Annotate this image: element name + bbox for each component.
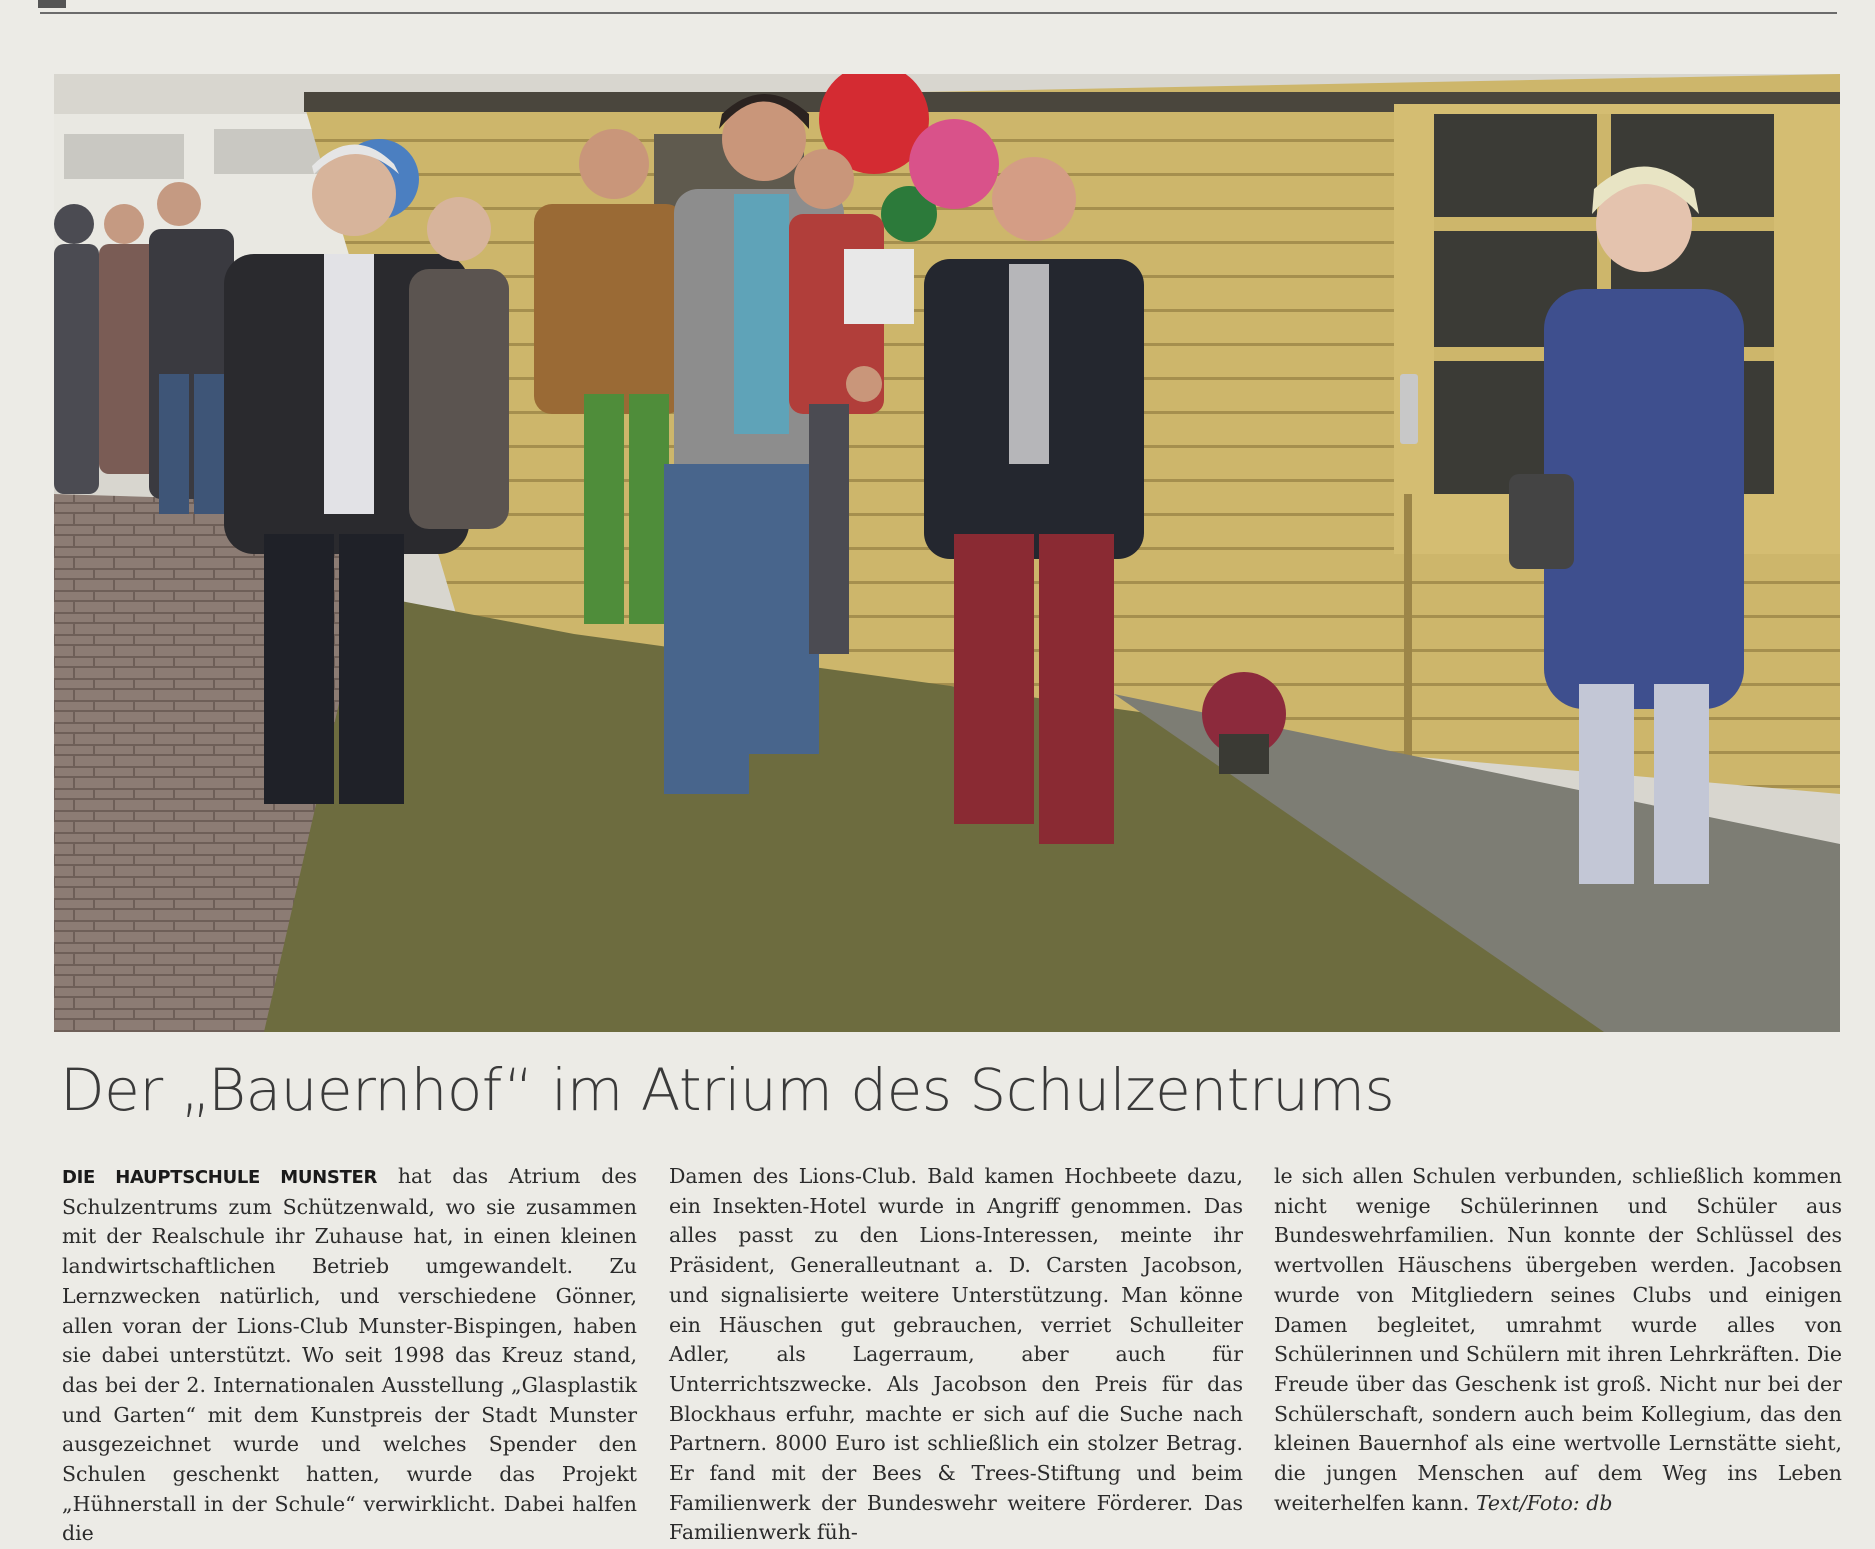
column-1-text: hat das Atrium des Schulzentrums zum Schützenwald, wo sie zusammen mit der Realschule ihr Zuhause hat, in einen kleinen landwirtschaftlichen Betrieb umgewandelt. Zu Lernzwecken natürlich, und verschiedene Gönner, allen voran der Lions-Club Munster-Bispingen, haben sie dabei unterstützt. Wo seit 1998 das Kreuz stand, das bei der 2. Internationalen Ausstellung „Glasplastik und Garten“ mit dem Kunstpreis der Stadt Munster ausgezeichnet wurde und welches Spender den Schulen geschenkt hatten, wurde das Projekt „Hühnerstall in der Schule“ verwirklicht. Dabei halfen die [62,1164,637,1546]
article-column-2 [669,1162,1243,1548]
photo-illustration [54,74,1840,1032]
photo-credit: Text/Foto: db [1475,1490,1613,1515]
article-photo [54,74,1840,1032]
corner-mark [38,0,66,8]
article-kicker: DIE HAUPTSCHULE MUNSTER [62,1167,378,1188]
column-3-text: le sich allen Schulen verbunden, schließlich kommen nicht wenige Schülerinnen und Schüler aus Bundeswehrfamilien. Nun konnte der Schlüssel des wertvollen Häuschens übergeben werden. Jacobsen wurde von Mitgliedern seines Clubs und einigen Damen begleitet, umrahmt wurde alles von Schülerinnen und Schülern mit ihren Lehrkräften. Die Freude über das Geschenk ist groß. Nicht nur bei der Schülerschaft, sondern auch beim Kollegium, das den kleinen Bauernhof als eine wertvolle Lernstätte sieht, die jungen Menschen auf dem Weg ins Leben weiterhelfen kann. [1274,1164,1842,1515]
column-2-text: Damen des Lions-Club. Bald kamen Hochbeete dazu, ein Insekten-Hotel wurde in Angriff genommen. Das alles passt zu den Lions-Interessen, meinte ihr Präsident, Generalleutnant a. D. Carsten Jacobson, und signalisierte weitere Unterstützung. Man könne ein Häuschen gut gebrauchen, verriet Schulleiter Adler, als Lagerraum, aber auch für Unterrichtszwecke. Als Jacobson den Preis für das Blockhaus erfuhr, machte er sich auf die Suche nach Partnern. 8000 Euro ist schließlich ein stolzer Betrag. Er fand mit der Bees & Trees-Stiftung und beim Familienwerk der Bundeswehr weitere Förderer. Das Familienwerk füh- [669,1164,1243,1545]
article-headline: Der „Bauernhof“ im Atrium des Schulzentrums [60,1056,1395,1124]
article-column-1 [62,1162,637,1549]
top-rule [40,12,1837,14]
article-column-3 [1274,1162,1842,1518]
